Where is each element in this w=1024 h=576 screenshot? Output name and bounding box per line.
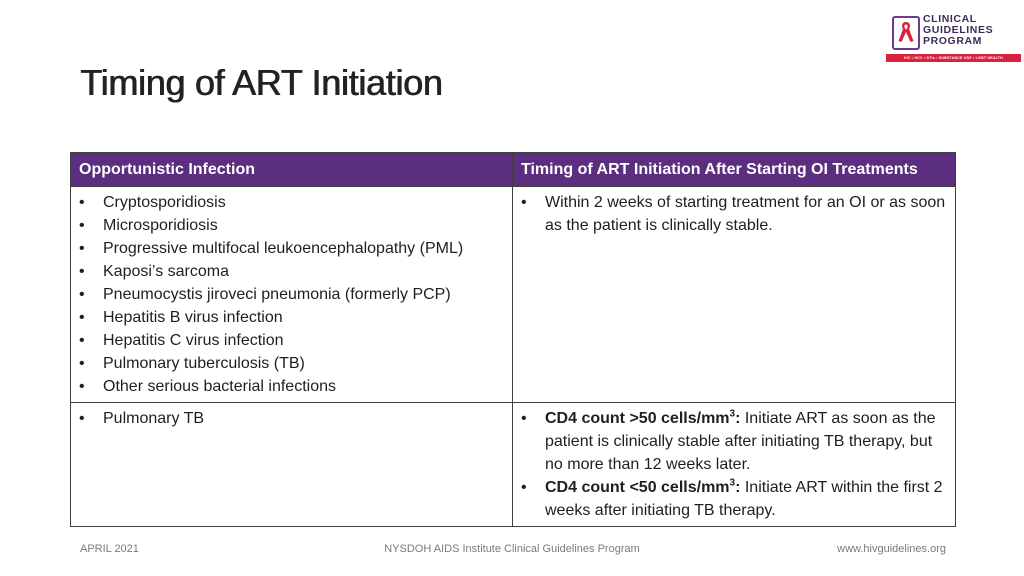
awareness-ribbon-icon [897,20,915,44]
header-timing-of-art: Timing of ART Initiation After Starting OI Treatments [513,153,956,187]
list-item: • Microsporidiosis [79,217,218,234]
logo-tagline-bar: HIV • HCV • STIs • SUBSTANCE USE • LGBT HEALTH [886,54,1021,62]
list-item: • Hepatitis C virus infection [79,332,284,349]
oi-timing-table [70,152,956,527]
footer-url: www.hivguidelines.org [837,543,946,555]
list-item: • Kaposi’s sarcoma [79,263,229,280]
clinical-guidelines-logo [886,14,1022,64]
list-item: • Other serious bacterial infections [79,378,336,395]
infection-list-cell [71,403,513,527]
timing-cell [513,187,956,403]
list-item: • Cryptosporidiosis [79,194,226,211]
list-item: • Within 2 weeks of starting treatment for an OI or as soon as the patient is clinically stable. [521,194,946,234]
list-item: • Pulmonary TB [79,410,205,427]
cd4-criterion-label: CD4 count >50 cells/$mm^3$: [545,408,741,427]
list-item: • Progressive multifocal leukoencephalopathy (PML) [79,240,464,257]
list-item: • Pneumocystis jiroveci pneumonia (formerly PCP) [79,286,451,303]
footer-org: NYSDOH AIDS Institute Clinical Guidelines Program [384,543,640,555]
logo-wordmark: CLINICAL GUIDELINES PROGRAM [923,13,994,47]
table-row [71,187,956,403]
table-header-row [71,153,956,187]
cd4-criterion-label: CD4 count <50 cells/$mm^3$: [545,477,741,496]
footer-date: APRIL 2021 [80,543,139,555]
timing-cell [513,403,956,527]
list-item: • Hepatitis B virus infection [79,309,283,326]
infection-list-cell [71,187,513,403]
slide-title: Timing of ART Initiation [80,62,443,103]
header-opportunistic-infection: Opportunistic Infection [71,153,513,187]
list-item: • CD4 count <50 cells/$mm^3$: Initiate ART within the first 2 weeks after initiating TB therapy. [521,477,943,519]
list-item: • Pulmonary tuberculosis (TB) [79,355,305,372]
table-row [71,403,956,527]
ribbon-logo-frame [892,16,920,50]
list-item: • CD4 count >50 cells/$mm^3$: Initiate ART as soon as the patient is clinically stable after initiating TB therapy, but no more than 12 weeks later. [521,408,936,473]
